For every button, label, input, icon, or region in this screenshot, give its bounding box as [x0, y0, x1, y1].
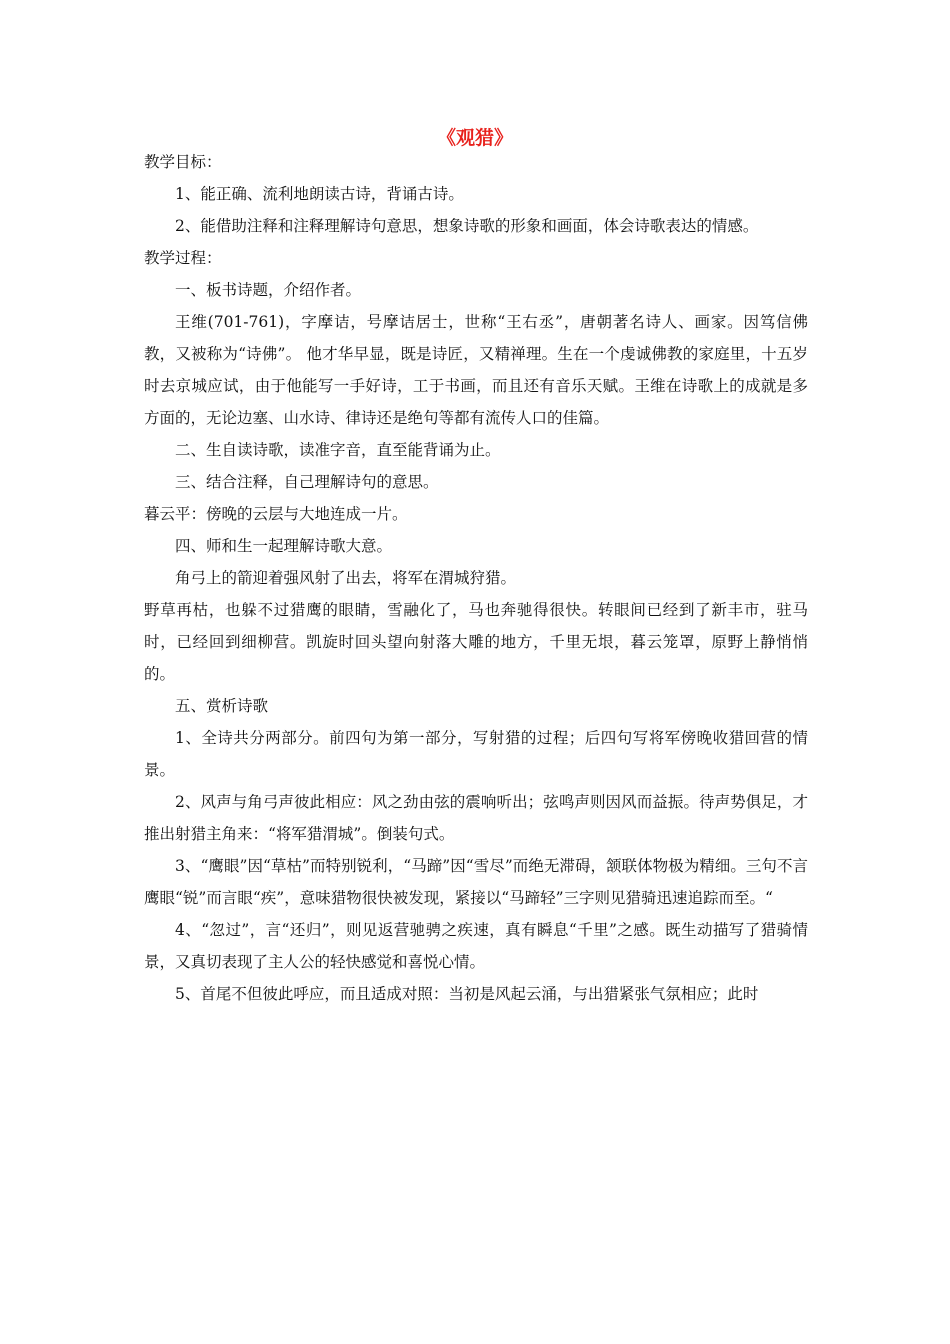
paragraph: 三、结合注释，自己理解诗句的意思。 [175, 473, 439, 491]
paragraph: 教学过程： [144, 249, 222, 267]
paragraph: 王维(701-761)，字摩诘，号摩诘居士，世称“王右丞”，唐朝著名诗人、画家。因笃信佛教，又被称为“诗佛”。 他才华早显，既是诗匠，又精禅理。生在一个虔诚佛教的家庭里，十五岁时去京城应试，由于他能写一手好诗，工于书画，而且还有音乐天赋。王维在诗歌上的成就是多方面的，无论边塞、山水诗、律诗还是绝句等都有流传人口的佳篇。 [144, 313, 808, 427]
paragraph: 暮云平：傍晚的云层与大地连成一片。 [144, 505, 408, 523]
paragraph: 教学目标： [144, 153, 222, 171]
paragraph: 一、板书诗题，介绍作者。 [175, 281, 362, 299]
paragraph: 四、师和生一起理解诗歌大意。 [175, 537, 393, 555]
paragraph: 二、生自读诗歌，读准字音，直至能背诵为止。 [175, 441, 501, 459]
paragraph: 5、首尾不但彼此呼应，而且适成对照：当初是风起云涌，与出猎紧张气氛相应；此时 [175, 985, 759, 1003]
paragraph: 1、全诗共分两部分。前四句为第一部分，写射猎的过程；后四句写将军傍晚收猎回营的情景。 [144, 729, 808, 779]
paragraph: 3、“鹰眼”因“草枯”而特别锐利，“马蹄”因“雪尽”而绝无滞碍，颔联体物极为精细。三句不言鹰眼“锐”而言眼“疾”，意味猎物很快被发现，紧接以“马蹄轻”三字则见猎骑迅速追踪而至。“ [144, 857, 808, 907]
paragraph: 2、能借助注释和注释理解诗句意思，想象诗歌的形象和画面，体会诗歌表达的情感。 [175, 217, 759, 235]
document-title: 《观猎》 [436, 127, 513, 149]
paragraph: 角弓上的箭迎着强风射了出去，将军在渭城狩猎。 [175, 569, 517, 587]
document-body [144, 146, 808, 1010]
paragraph: 2、风声与角弓声彼此相应：风之劲由弦的震响听出；弦鸣声则因风而益振。待声势俱足，才推出射猎主角来：“将军猎渭城”。倒装句式。 [144, 793, 808, 843]
paragraph: 野草再枯，也躲不过猎鹰的眼睛，雪融化了，马也奔驰得很快。转眼间已经到了新丰市，驻马时，已经回到细柳营。凯旋时回头望向射落大雕的地方，千里无垠，暮云笼罩，原野上静悄悄的。 [144, 601, 808, 683]
paragraph: 五、赏析诗歌 [175, 697, 269, 715]
paragraph: 1、能正确、流利地朗读古诗，背诵古诗。 [175, 185, 464, 203]
paragraph: 4、“忽过”，言“还归”，则见返营驰骋之疾速，真有瞬息“千里”之感。既生动描写了猎骑情景，又真切表现了主人公的轻快感觉和喜悦心情。 [144, 921, 808, 971]
